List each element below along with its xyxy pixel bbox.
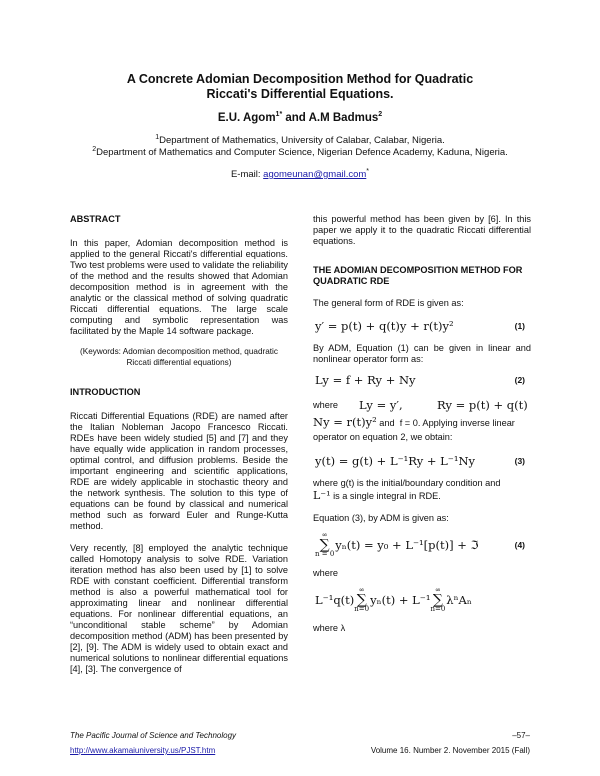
author-1-sup: 1* — [275, 111, 283, 119]
affiliation-1-sup: 1 — [155, 133, 160, 141]
where-2: where — [313, 568, 339, 578]
volume-info: Volume 16. Number 2. November 2015 (Fall) — [370, 746, 530, 755]
intro-paragraph-2: Very recently, [8] employed the analytic technique called Homotopy analysis to solve RDE. Variation iteration method has also been used by [1] to solve RDE with constant coefficient. Differential transform method is also a powerful mathematical tool for approximating linear and nonlinear differential equations. For nonlinear differential equations, an “unconditional stable scheme” by Adomian decomposition method (ADM) has been presented by [2], [9]. The ADM is widely used to obtain exact and numerical solutions to nonlinear differential equations [4], [3]. The convergence of — [70, 543, 288, 674]
adm-heading: THE ADOMIAN DECOMPOSITION METHOD FOR QUADRATIC RDE — [313, 265, 523, 286]
equation-5 — [313, 585, 531, 615]
affiliation-1-text: Department of Mathematics, University of Calabar, Calabar, Nigeria. — [159, 135, 445, 146]
author-and: and — [282, 112, 309, 124]
equation-3 — [313, 450, 531, 472]
intro-continued: this powerful method has been given by [6]. In this paper we apply it to the quadratic Riccati differential equations. — [313, 214, 531, 246]
equation-3-expr: y(t) = g(t) + L⁻¹Ry + L⁻¹Ny — [315, 453, 476, 468]
journal-name: The Pacific Journal of Science and Technology — [70, 731, 237, 740]
equation-5-a: L⁻¹q(t) — [315, 592, 355, 607]
equation-4-number: (4) — [514, 539, 525, 550]
where-line — [313, 395, 531, 415]
sum-bottom: n=0 — [354, 605, 370, 613]
affiliation-2-text: Department of Mathematics and Computer Science, Nigerian Defence Academy, Kaduna, Nigeria. — [96, 147, 508, 158]
sum-symbol-icon — [354, 587, 369, 613]
author-2-sup: 2 — [378, 111, 383, 119]
journal-url-line — [70, 746, 215, 755]
sum-top: ∞ — [321, 531, 328, 539]
ny-line — [313, 415, 531, 444]
equation-2-expr: Ly = f + Ry + Ny — [315, 372, 416, 387]
where-ly: Ly = y′, — [359, 397, 403, 412]
abstract-heading: ABSTRACT — [70, 214, 121, 224]
sum-bottom: n=0 — [430, 605, 446, 613]
introduction-heading: INTRODUCTION — [70, 387, 141, 397]
right-column — [313, 214, 531, 634]
email-link[interactable]: agomeunan@gmail.com — [263, 169, 367, 180]
equation-1-number: (1) — [514, 320, 525, 331]
journal-url-link[interactable]: http://www.akamaiuniversity.us/PJST.htm — [70, 746, 216, 755]
title-line-2: Riccati's Differential Equations. — [206, 87, 394, 101]
ny-rest: and f = 0. Applying inverse linear operator on equation 2, we obtain: — [313, 418, 518, 442]
sigma-glyph: ∑ — [356, 592, 367, 608]
ny-expr: Ny = r(t)y² — [313, 415, 377, 429]
affiliation-2 — [40, 147, 560, 159]
affiliation-1 — [40, 135, 560, 147]
where-ry: Ry = p(t) + q(t) — [437, 397, 528, 412]
sum-symbol-icon — [315, 532, 334, 558]
title-line-1: A Concrete Adomian Decomposition Method for Quadratic — [126, 72, 474, 86]
g-where-text: where g(t) is the initial/boundary condition and — [313, 478, 501, 488]
equation-4-expr: yₙ(t) = y₀ + L⁻¹[p(t)] + ℑ — [335, 537, 479, 552]
sum-bottom: n = 0 — [315, 550, 335, 558]
equation-1 — [313, 315, 531, 337]
sigma-glyph: ∑ — [432, 592, 443, 608]
authors — [60, 112, 540, 124]
equation-5-c: λⁿAₙ — [446, 592, 472, 607]
sum-top: ∞ — [434, 586, 441, 594]
page-number: –57– — [512, 731, 530, 740]
equation-4-lhs — [313, 532, 479, 558]
linv-rest: is a single integral in RDE. — [330, 491, 441, 501]
where-lambda: where λ — [313, 623, 346, 633]
linv-line — [313, 489, 531, 503]
equation-4 — [313, 530, 531, 560]
email-label: E-mail: — [230, 169, 264, 180]
affiliations — [40, 135, 560, 159]
email-sup: * — [366, 167, 370, 175]
equation-3-number: (3) — [514, 455, 525, 466]
affiliation-2-sup: 2 — [92, 145, 97, 153]
sum-symbol-icon — [430, 587, 445, 613]
paper-title — [60, 72, 540, 102]
sum-top: ∞ — [358, 586, 365, 594]
author-1: E.U. Agom — [217, 112, 276, 124]
equation-2-number: (2) — [514, 374, 525, 385]
keywords: (Keywords: Adomian decomposition method, quadratic Riccati differential equations) — [80, 347, 278, 367]
eq3-adm-text: Equation (3), by ADM is given as: — [313, 513, 449, 523]
intro-paragraph-1: Riccati Differential Equations (RDE) are named after the Italian Nobleman Jacopo Francesco Riccati. RDEs have been widely studied [5] and [7] and they have equally wide application in random processes, optimal control, and diffusion problems. Beside the important engineering and scientific applications, RDE are widely applicable in stochastic theory and the network synthesis. The solution to this type of equations can be found by classical and numerical method such as forward Euler and Runge-Kutta method. — [70, 411, 288, 531]
where-label: where — [313, 399, 339, 410]
linv-expr: L⁻¹ — [313, 489, 331, 502]
sigma-glyph: ∑ — [319, 537, 330, 553]
general-form-text: The general form of RDE is given as: — [313, 298, 464, 308]
left-column — [70, 214, 288, 675]
email-line — [60, 169, 540, 180]
author-2: A.M Badmus — [308, 112, 379, 124]
equation-1-expr: y′ = p(t) + q(t)y + r(t)y² — [315, 318, 454, 333]
abstract-text: In this paper, Adomian decomposition method is applied to the general Riccati's differential equations. Two test problems were used to validate the reliability of the method and the results showed that Adomian decomposition method is in agreement with the analytic or the classical method of solving quadratic Riccati differential equations. The large scale computing and symbolic representation was facilitated by the Maple 14 software package. — [70, 238, 288, 336]
equation-2 — [313, 369, 531, 391]
by-adm-text: By ADM, Equation (1) can be given in linear and nonlinear operator form as: — [313, 343, 531, 364]
equation-5-b: yₙ(t) + L⁻¹ — [370, 592, 431, 607]
